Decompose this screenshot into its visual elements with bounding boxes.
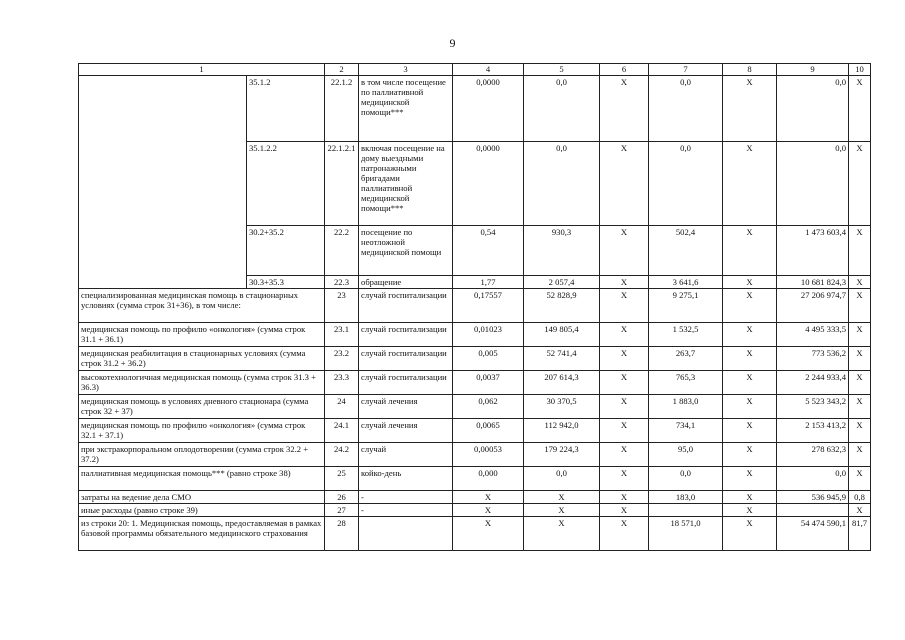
value-cell: X (849, 347, 871, 371)
value-cell: X (849, 76, 871, 142)
value-cell: X (723, 347, 777, 371)
value-cell: 0,0000 (453, 142, 524, 226)
table-row (79, 371, 871, 395)
unit-cell: случай лечения (359, 395, 453, 419)
unit-cell: обращение (359, 276, 453, 289)
header-cell: 9 (777, 64, 849, 76)
value-cell: 207 614,3 (524, 371, 600, 395)
value-cell: X (524, 504, 600, 517)
row-name-cell: высокотехнологичная медицинская помощь (сумма строк 31.3 + 36.3) (79, 371, 325, 395)
value-cell: X (723, 276, 777, 289)
value-cell: X (600, 276, 649, 289)
value-cell: X (849, 226, 871, 276)
ref-cell: 35.1.2 (247, 76, 325, 142)
unit-cell: случай госпитализации (359, 347, 453, 371)
value-cell: X (600, 323, 649, 347)
unit-cell: посещение по неотложной медицинской помощи (359, 226, 453, 276)
value-cell: X (600, 76, 649, 142)
value-cell: 0,8 (849, 491, 871, 504)
value-cell: X (849, 419, 871, 443)
value-cell: X (723, 491, 777, 504)
table-row (79, 323, 871, 347)
header-cell: 10 (849, 64, 871, 76)
table-row (79, 419, 871, 443)
value-cell: X (723, 419, 777, 443)
unit-cell: случай госпитализации (359, 323, 453, 347)
value-cell: 536 945,9 (777, 491, 849, 504)
code-cell: 23.3 (325, 371, 359, 395)
value-cell (777, 504, 849, 517)
unit-cell (359, 517, 453, 551)
value-cell: X (849, 142, 871, 226)
value-cell (649, 504, 723, 517)
value-cell: 149 805,4 (524, 323, 600, 347)
value-cell: X (723, 395, 777, 419)
value-cell: X (849, 323, 871, 347)
value-cell: 1 473 603,4 (777, 226, 849, 276)
value-cell: X (849, 395, 871, 419)
value-cell: X (723, 289, 777, 323)
code-cell: 24 (325, 395, 359, 419)
value-cell: X (600, 226, 649, 276)
header-cell: 1 (79, 64, 325, 76)
value-cell: X (600, 371, 649, 395)
value-cell: 54 474 590,1 (777, 517, 849, 551)
header-cell: 8 (723, 64, 777, 76)
header-cell: 4 (453, 64, 524, 76)
value-cell: 0,17557 (453, 289, 524, 323)
table-row (79, 491, 871, 504)
value-cell: 3 641,6 (649, 276, 723, 289)
value-cell: 2 244 933,4 (777, 371, 849, 395)
value-cell: 0,062 (453, 395, 524, 419)
value-cell: X (723, 517, 777, 551)
unit-cell: случай (359, 443, 453, 467)
table-row (79, 395, 871, 419)
value-cell: X (723, 226, 777, 276)
row-name-cell: медицинская помощь по профилю «онкология» (сумма строк 32.1 + 37.1) (79, 419, 325, 443)
code-cell: 28 (325, 517, 359, 551)
value-cell: 4 495 333,5 (777, 323, 849, 347)
code-cell: 24.2 (325, 443, 359, 467)
header-cell: 5 (524, 64, 600, 76)
value-cell: X (600, 491, 649, 504)
code-cell: 26 (325, 491, 359, 504)
code-cell: 24.1 (325, 419, 359, 443)
row-name-cell: медицинская помощь в условиях дневного стационара (сумма строк 32 + 37) (79, 395, 325, 419)
code-cell: 22.1.2 (325, 76, 359, 142)
value-cell: X (453, 517, 524, 551)
value-cell: 52 741,4 (524, 347, 600, 371)
value-cell: 2 057,4 (524, 276, 600, 289)
unit-cell: - (359, 491, 453, 504)
data-table (78, 63, 871, 551)
ref-cell: 30.2+35.2 (247, 226, 325, 276)
row-name-cell: иные расходы (равно строке 39) (79, 504, 325, 517)
value-cell: 0,0 (649, 76, 723, 142)
unit-cell: случай лечения (359, 419, 453, 443)
code-cell: 23.2 (325, 347, 359, 371)
code-cell: 22.1.2.1 (325, 142, 359, 226)
code-cell: 23.1 (325, 323, 359, 347)
value-cell: 2 153 413,2 (777, 419, 849, 443)
page-number: 9 (449, 36, 456, 50)
value-cell: 0,00053 (453, 443, 524, 467)
value-cell: X (723, 76, 777, 142)
header-cell: 7 (649, 64, 723, 76)
ref-cell: 35.1.2.2 (247, 142, 325, 226)
value-cell: 0,0037 (453, 371, 524, 395)
value-cell: 1,77 (453, 276, 524, 289)
value-cell: 52 828,9 (524, 289, 600, 323)
unit-cell: в том числе посещение по паллиативной медицинской помощи*** (359, 76, 453, 142)
value-cell: 95,0 (649, 443, 723, 467)
header-row (79, 64, 871, 76)
value-cell: 0,005 (453, 347, 524, 371)
value-cell: 0,0000 (453, 76, 524, 142)
value-cell: 183,0 (649, 491, 723, 504)
value-cell: 81,7 (849, 517, 871, 551)
row-name-cell: паллиативная медицинская помощь*** (равно строке 38) (79, 467, 325, 491)
row-name-cell: из строки 20: 1. Медицинская помощь, предоставляемая в рамках базовой программы обязательного медицинского страхования (79, 517, 325, 551)
table-row (79, 443, 871, 467)
value-cell: X (600, 517, 649, 551)
table-row (79, 347, 871, 371)
value-cell: 0,54 (453, 226, 524, 276)
value-cell: X (600, 443, 649, 467)
value-cell: 27 206 974,7 (777, 289, 849, 323)
value-cell: X (453, 491, 524, 504)
value-cell: 0,0 (777, 76, 849, 142)
code-cell: 22.2 (325, 226, 359, 276)
value-cell: X (723, 467, 777, 491)
value-cell: 502,4 (649, 226, 723, 276)
value-cell: X (849, 371, 871, 395)
value-cell: 0,0 (524, 76, 600, 142)
value-cell: 1 883,0 (649, 395, 723, 419)
value-cell: 5 523 343,2 (777, 395, 849, 419)
value-cell: 0,01023 (453, 323, 524, 347)
unit-cell: включая посещение на дому выездными патронажными бригадами паллиативной медицинской помощи*** (359, 142, 453, 226)
value-cell: 18 571,0 (649, 517, 723, 551)
code-cell: 22.3 (325, 276, 359, 289)
header-cell: 3 (359, 64, 453, 76)
value-cell: 0,0 (649, 142, 723, 226)
table-row (79, 76, 871, 142)
value-cell: 179 224,3 (524, 443, 600, 467)
value-cell: X (600, 347, 649, 371)
row-name-cell: при экстракорпоральном оплодотворении (сумма строк 32.2 + 37.2) (79, 443, 325, 467)
unit-cell: койко-день (359, 467, 453, 491)
value-cell: 0,0065 (453, 419, 524, 443)
value-cell: 10 681 824,3 (777, 276, 849, 289)
header-cell: 2 (325, 64, 359, 76)
table-row (79, 517, 871, 551)
value-cell: X (849, 443, 871, 467)
value-cell: 1 532,5 (649, 323, 723, 347)
row-name-cell: специализированная медицинская помощь в стационарных условиях (сумма строк 31+36), в том числе: (79, 289, 325, 323)
value-cell: X (849, 289, 871, 323)
row-name-cell (79, 76, 247, 289)
unit-cell: - (359, 504, 453, 517)
value-cell: 765,3 (649, 371, 723, 395)
value-cell: 278 632,3 (777, 443, 849, 467)
value-cell: 112 942,0 (524, 419, 600, 443)
row-name-cell: медицинская реабилитация в стационарных условиях (сумма строк 31.2 + 36.2) (79, 347, 325, 371)
value-cell: X (723, 142, 777, 226)
code-cell: 27 (325, 504, 359, 517)
unit-cell: случай госпитализации (359, 289, 453, 323)
table-row (79, 467, 871, 491)
value-cell: X (453, 504, 524, 517)
value-cell: X (849, 276, 871, 289)
value-cell: 0,0 (649, 467, 723, 491)
value-cell: X (600, 419, 649, 443)
unit-cell: случай госпитализации (359, 371, 453, 395)
ref-cell: 30.3+35.3 (247, 276, 325, 289)
table-row (79, 504, 871, 517)
value-cell: X (524, 517, 600, 551)
value-cell: X (849, 504, 871, 517)
value-cell: 263,7 (649, 347, 723, 371)
value-cell: 9 275,1 (649, 289, 723, 323)
value-cell: X (849, 467, 871, 491)
value-cell: X (723, 504, 777, 517)
value-cell: 0,0 (777, 142, 849, 226)
value-cell: 0,000 (453, 467, 524, 491)
value-cell: X (600, 142, 649, 226)
code-cell: 25 (325, 467, 359, 491)
value-cell: 30 370,5 (524, 395, 600, 419)
value-cell: X (600, 504, 649, 517)
value-cell: 0,0 (524, 467, 600, 491)
code-cell: 23 (325, 289, 359, 323)
value-cell: X (723, 323, 777, 347)
value-cell: 734,1 (649, 419, 723, 443)
table-row (79, 289, 871, 323)
value-cell: X (600, 289, 649, 323)
value-cell: X (723, 443, 777, 467)
value-cell: X (600, 467, 649, 491)
value-cell: X (723, 371, 777, 395)
value-cell: X (524, 491, 600, 504)
row-name-cell: медицинская помощь по профилю «онкология» (сумма строк 31.1 + 36.1) (79, 323, 325, 347)
value-cell: 773 536,2 (777, 347, 849, 371)
value-cell: 930,3 (524, 226, 600, 276)
value-cell: 0,0 (524, 142, 600, 226)
value-cell: 0,0 (777, 467, 849, 491)
row-name-cell: затраты на ведение дела СМО (79, 491, 325, 504)
header-cell: 6 (600, 64, 649, 76)
value-cell: X (600, 395, 649, 419)
